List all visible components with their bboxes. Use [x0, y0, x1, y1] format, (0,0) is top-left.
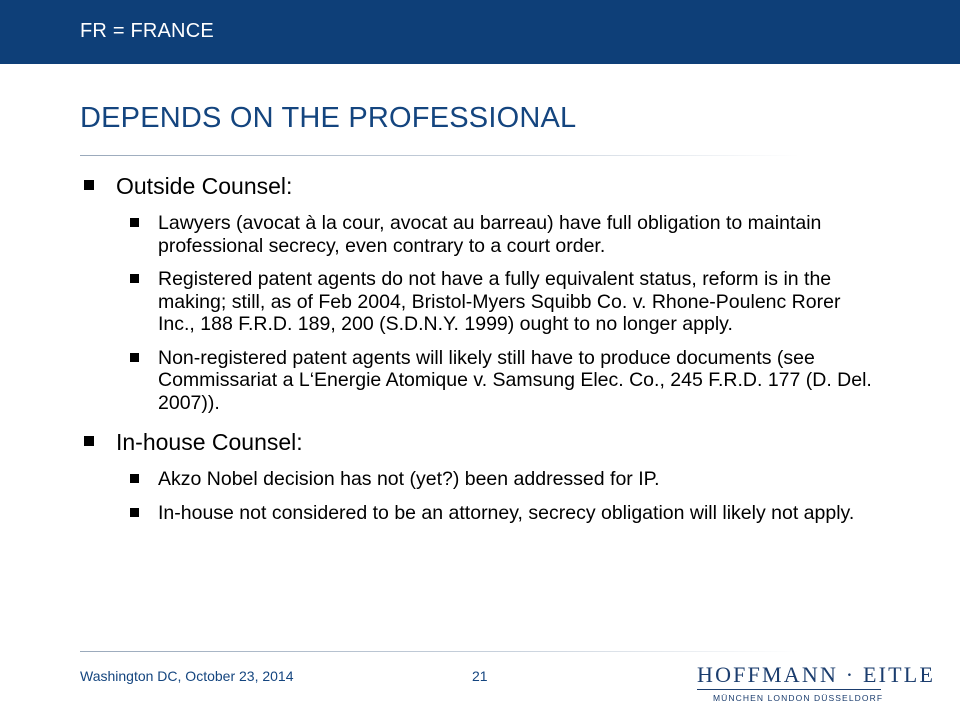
- slide-title: DEPENDS ON THE PROFESSIONAL: [80, 102, 577, 134]
- bullet-inhouse-counsel: [80, 428, 880, 456]
- square-bullet-icon: [130, 508, 139, 517]
- sub-bullet-text: Non-registered patent agents will likely still have to produce documents (see Commissariat a L‘Energie Atomique v. Samsung Elec. Co., 245 F.R.D. 177 (D. Del. 2007)).: [158, 346, 872, 414]
- sub-bullet: [80, 468, 880, 491]
- logo-name: HOFFMANN · EITLE: [697, 662, 936, 687]
- logo-rule: [697, 689, 881, 690]
- title-divider: [80, 155, 800, 156]
- square-bullet-icon: [130, 474, 139, 483]
- slide-content: [80, 172, 880, 524]
- bullet-outside-counsel: [80, 172, 880, 200]
- page-number: 21: [472, 668, 488, 684]
- header-bar: [0, 0, 960, 64]
- sub-bullet: [80, 268, 880, 336]
- square-bullet-icon: [130, 353, 139, 362]
- square-bullet-icon: [130, 274, 139, 283]
- bullet-label: In-house Counsel:: [116, 429, 303, 455]
- sub-bullet-text: In-house not considered to be an attorney, secrecy obligation will likely not apply.: [158, 501, 855, 524]
- bullet-label: Outside Counsel:: [116, 173, 293, 199]
- header-label: FR = FRANCE: [80, 20, 214, 42]
- square-bullet-icon: [84, 436, 94, 446]
- square-bullet-icon: [130, 218, 139, 227]
- sub-bullet-text: Akzo Nobel decision has not (yet?) been addressed for IP.: [158, 468, 660, 490]
- sub-bullet-text: Registered patent agents do not have a fully equivalent status, reform is in the making; still, as of Feb 2004, Bristol-Myers Squibb Co. v. Rhone-Poulenc Rorer Inc., 188 F.R.D. 189, 200 (S.D.N.Y. 1999) ought to no longer apply.: [158, 268, 841, 335]
- footer-divider: [80, 651, 800, 652]
- sub-bullet: [80, 502, 880, 525]
- sub-bullet-text: Lawyers (avocat à la cour, avocat au barreau) have full obligation to maintain professional secrecy, even contrary to a court order.: [158, 212, 822, 257]
- logo-cities: MÜNCHEN LONDON DÜSSELDORF: [713, 693, 884, 703]
- sub-bullet: [80, 347, 880, 415]
- sub-bullet: [80, 212, 880, 257]
- footer-location-date: Washington DC, October 23, 2014: [80, 668, 294, 684]
- square-bullet-icon: [84, 180, 94, 190]
